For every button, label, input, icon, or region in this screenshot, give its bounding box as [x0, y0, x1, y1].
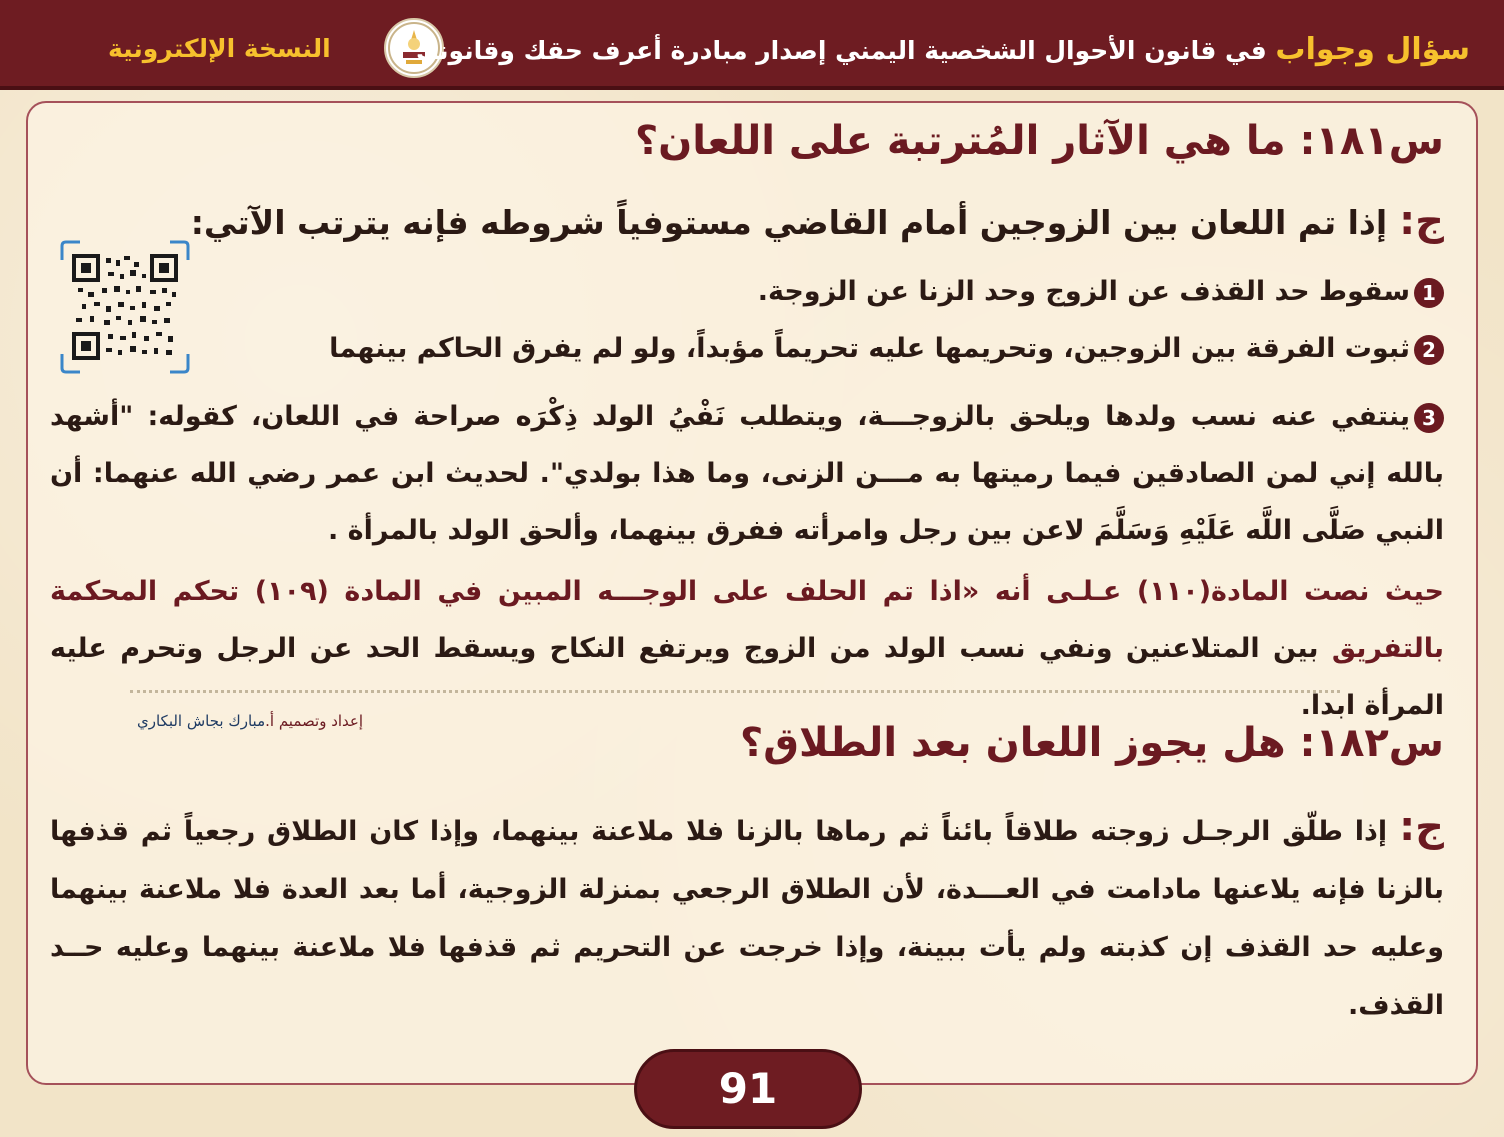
law-note-prefix: حيث نصت المادة(١١٠) عـلـى أنه «اذا تم الحلف على الوجـــه المبين في المادة (١٠٩) تحكم المحكمة بالتفريق — [50, 576, 1444, 664]
credit-line — [137, 712, 363, 730]
effect-item-1-text: سقوط حد القذف عن الزوج وحد الزنا عن الزوجة. — [757, 276, 1410, 307]
answer-182-label: ج: — [1399, 804, 1444, 850]
law-note-rest: بين المتلاعنين ونفي نسب الولد من الزوج ويرتفع النكاح ويسقط الحد عن الرجل وتحرم عليه المرأة ابدا. — [50, 633, 1444, 721]
law-note — [50, 563, 1444, 734]
effect-item-2 — [329, 333, 1444, 365]
header-title-rest: في قانون الأحوال الشخصية اليمني إصدار مبادرة أعرف حقك وقانونك — [415, 36, 1276, 65]
header-bar — [0, 0, 1504, 90]
answer-182-first: إذا طلّق الرجـل زوجته طلاقاً بائناً ثم رماها بالزنا فلا ملاعنة بينهما، وإذا كان الطلاق رجعياً ثم قذفها — [50, 816, 1388, 847]
answer-181-intro: إذا تم اللعان بين الزوجين أمام القاضي مستوفياً شروطه فإنه يترتب الآتي: — [190, 203, 1388, 242]
answer-182 — [50, 798, 1444, 1035]
answer-181-intro-line — [191, 198, 1444, 244]
question-182-title: س١٨٢: هل يجوز اللعان بعد الطلاق؟ — [740, 720, 1444, 766]
qr-code-icon — [58, 238, 192, 376]
credit-label: إعداد وتصميم أ. — [265, 712, 364, 730]
page-number: 91 — [634, 1049, 862, 1129]
edition-label: النسخة الإلكترونية — [108, 34, 331, 63]
question-181-title: س١٨١: ما هي الآثار المُترتبة على اللعان؟ — [634, 118, 1444, 164]
qr-code[interactable] — [58, 238, 192, 376]
effect-item-1 — [758, 276, 1444, 308]
answer-181-label: ج: — [1399, 198, 1444, 244]
section-divider — [130, 690, 1340, 693]
answer-182-rest: بالزنا فإنه يلاعنها مادامت في العـــدة، لأن الطلاق الرجعي بمنزلة الزوجية، أما بعد العدة فلا ملاعنة بينهما وعليه حد القذف إن كذبته ولم يأت ببينة، وإذا خرجت عن التحريم ثم قذفها فلا ملاعنة بينهما وعليه حــد القذف. — [50, 874, 1444, 1021]
item-number-badge: 2 — [1414, 335, 1444, 365]
effect-item-2-text: ثبوت الفرقة بين الزوجين، وتحريمها عليه تحريماً مؤبداً، ولو لم يفرق الحاكم بينهما — [329, 333, 1410, 364]
item-number-badge: 3 — [1414, 403, 1444, 433]
header-title — [416, 32, 1470, 67]
credit-name: مبارك بجاش البكاري — [137, 712, 266, 730]
header-title-accent: سؤال وجواب — [1275, 32, 1470, 67]
item-number-badge: 1 — [1414, 278, 1444, 308]
effect-item-3-text: ينتفي عنه نسب ولدها ويلحق بالزوجـــة، ويتطلب نَفْيُ الولد ذِكْرَه صراحة في اللعان، كقوله: "أشهد بالله إني لمن الصادقين فيما رميتها به مـــن الزنى، وما هذا بولدي". لحديث ابن عمر رضي الله عنهما: أن النبي صَلَّى اللَّه عَلَيْهِ وَسَلَّمَ لاعن بين رجل وامرأته ففرق بينهما، وألحق الولد بالمرأة . — [50, 401, 1444, 546]
effect-item-3 — [50, 388, 1444, 559]
